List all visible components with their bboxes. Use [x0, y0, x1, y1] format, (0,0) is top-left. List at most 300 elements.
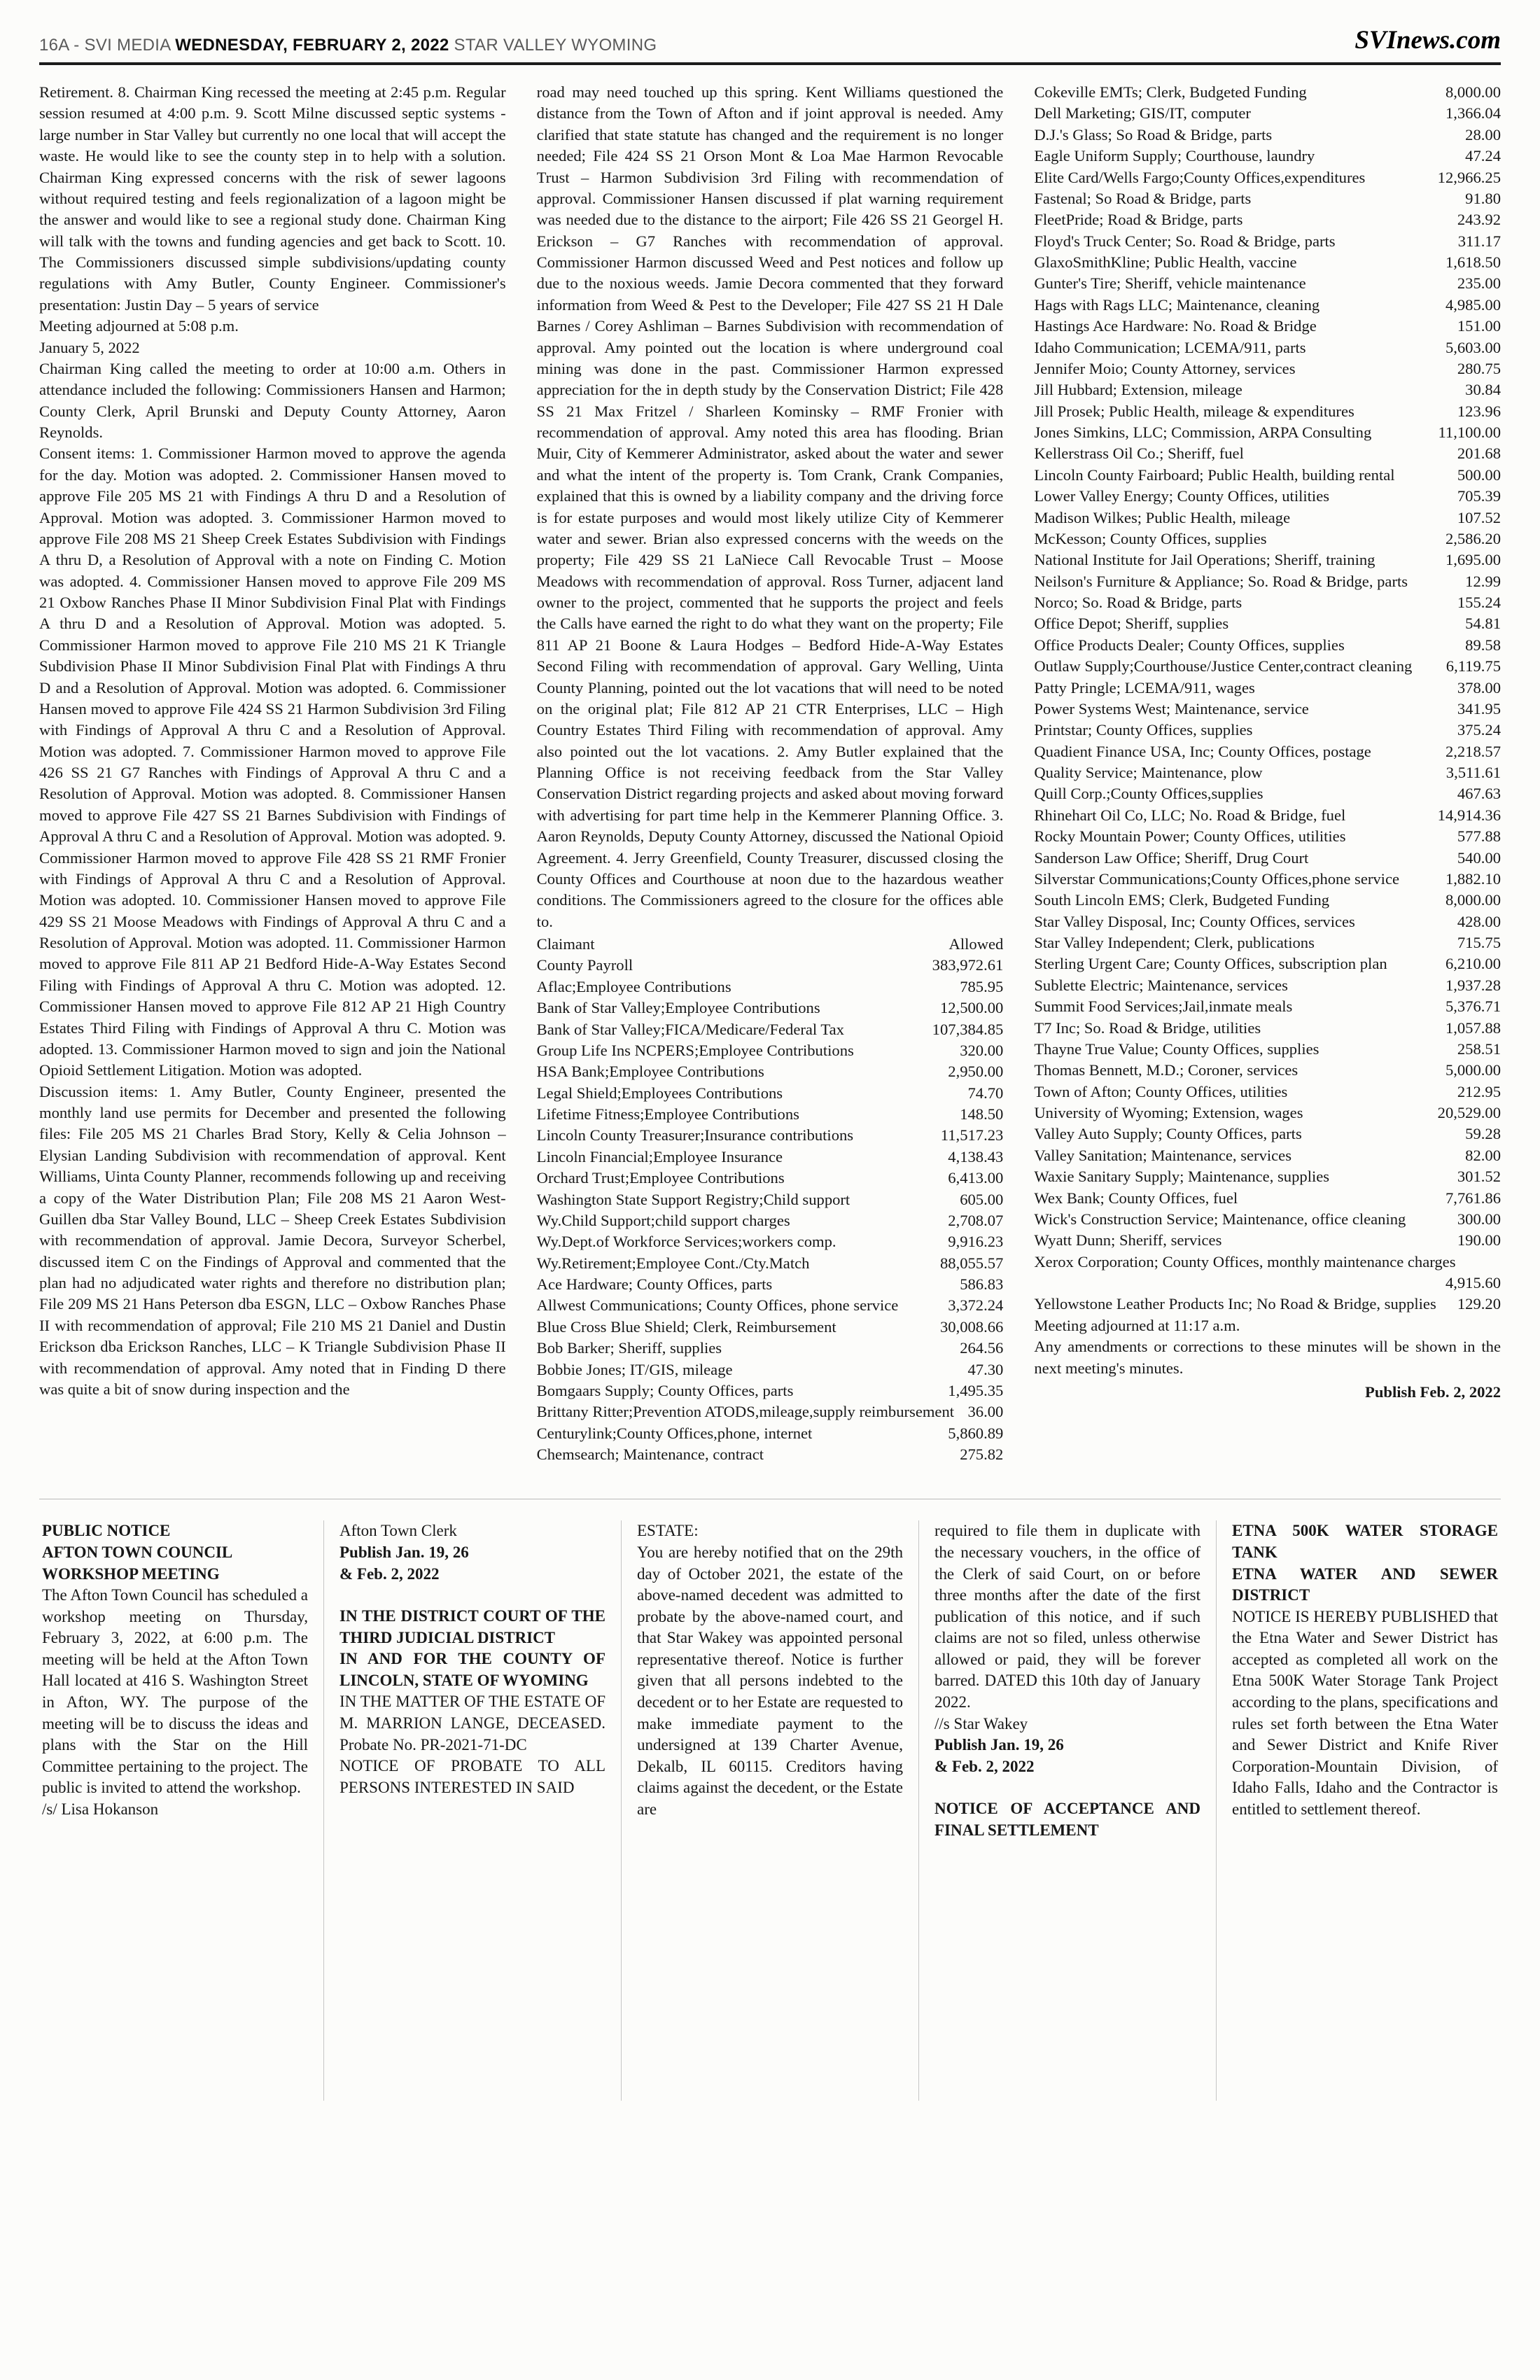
claim-row [537, 1253, 1004, 1274]
claim-name: Ace Hardware; County Offices, parts [536, 1275, 773, 1293]
claim-name: National Institute for Jail Operations; Sheriff, training [1034, 551, 1376, 569]
claim-name: University of Wyoming; Extension, wages [1034, 1104, 1303, 1121]
claim-name: Brittany Ritter;Prevention ATODS,mileage,supply reimbursement [536, 1403, 955, 1421]
claim-name: Lincoln County Treasurer;Insurance contributions [536, 1126, 854, 1144]
minutes-paragraph: Consent items: 1. Commissioner Harmon moved to approve the agenda for the day. Motion was adopted. 2. Commissioner Hansen moved to approve File 205 MS 21 with Findings A thru D and a Resolution of Approval. Motion was adopted. 3. Commissioner Harmon moved to approve File 208 MS 21 Sheep Creek Estates Subdivision with Findings A thru D, a Resolution of Approval with a note on Finding C. Motion was adopted. 4. Commissioner Hansen moved to approve File 209 MS 21 Oxbow Ranches Phase II Minor Subdivision Final Plat with Findings A thru D and a Resolution of Approval. Motion was adopted. 5. Commissioner Harmon moved to approve File 210 MS 21 K Triangle Subdivision Phase II Minor Subdivision Final Plat with Findings A thru D and a Resolution of Approval. Motion was adopted. 6. Commissioner Hansen moved to approve File 424 SS 21 Harmon Subdivision 3rd Filing with Findings of Approval A thru C and a Resolution of Approval. Motion was adopted. 7. Commissioner Harmon moved to approve File 426 SS 21 G7 Ranches with Findings of Approval A thru C and a Resolution of Approval. Motion was adopted. 8. Commissioner Hansen moved to approve File 427 SS 21 Barnes Subdivision with Findings of Approval A thru C and a Resolution of Approval. Motion was adopted. 9. Commissioner Harmon moved to approve File 428 SS 21 RMF Fronier with Findings of Approval A thru C and a Resolution of Approval. Motion was adopted. 10. Commissioner Hansen moved to approve File 429 SS 21 Moose Meadows with Findings of Approval A thru C and a Resolution of Approval. Motion was adopted. 11. Commissioner Harmon moved to approve File 811 AP 21 Bedford Hide-A-Way Estates Second Filing with Findings of Approval A thru C. Motion was adopted. 12. Commissioner Hansen moved to approve File 812 AP 21 High Country Estates Third Filing with Findings of Approval A thru C. Motion was adopted. 13. Commissioner Harmon moved to sign and join the National Opioid Settlement Litigation. Motion was adopted. [39, 444, 506, 1079]
claim-amount: 28.00 [1465, 125, 1502, 144]
notice-block: The Afton Town Council has scheduled a workshop meeting on Thursday, February 3, 2022, at 6:00 p.m. The meeting will be held at the Afton Town Hall located at 416 S. Washington Street in Afton, WY. The purpose of the meeting will be to discuss the ideas and plans with the Star on the Hill Committee pertaining to the project. The public is invited to attend the workshop. [42, 1586, 308, 1797]
notice-block: ESTATE: [637, 1522, 699, 1540]
claim-amount: 12,500.00 [939, 999, 1004, 1017]
claim-amount: 301.52 [1457, 1168, 1502, 1186]
claim-amount: 74.70 [967, 1084, 1004, 1102]
notice-block: IN AND FOR THE COUNTY OF LINCOLN, STATE OF WYOMING [340, 1650, 606, 1689]
claim-name: GlaxoSmithKline; Public Health, vaccine [1034, 253, 1297, 271]
notice-block: /s/ Lisa Hokanson [42, 1800, 159, 1818]
claim-row [1034, 953, 1501, 974]
masthead [39, 25, 1501, 62]
claim-name: Madison Wilkes; Public Health, mileage [1034, 508, 1291, 526]
claim-row [1034, 1018, 1501, 1039]
claim-amount: 5,603.00 [1445, 338, 1502, 356]
claim-name: Lower Valley Energy; County Offices, utilities [1034, 487, 1330, 505]
claim-row [1034, 613, 1501, 634]
claim-row [1034, 188, 1501, 209]
claim-amount: 6,413.00 [948, 1169, 1004, 1187]
notice-column-claims-filing [918, 1520, 1216, 2101]
claim-amount: 2,218.57 [1445, 742, 1502, 760]
claim-name: Quality Service; Maintenance, plow [1034, 764, 1263, 781]
claim-amount: 5,376.71 [1445, 997, 1502, 1016]
claims-list-2 [1034, 82, 1501, 1315]
claim-amount: 82.00 [1465, 1146, 1502, 1164]
minutes-column-3 [1034, 82, 1501, 1465]
claim-name: Wex Bank; County Offices, fuel [1034, 1189, 1238, 1207]
claim-name: Floyd's Truck Center; So. Road & Bridge, parts [1034, 232, 1336, 250]
claim-row [537, 1444, 1004, 1465]
claim-amount: 107,384.85 [932, 1020, 1004, 1038]
claim-amount: 1,618.50 [1445, 253, 1502, 271]
claim-name: Star Valley Independent; Clerk, publications [1034, 934, 1315, 951]
claim-row [1034, 592, 1501, 613]
claim-amount: 6,210.00 [1445, 955, 1502, 973]
notice-block: You are hereby notified that on the 29th day of October 2021, the estate of the above-named decedent was admitted to probate by the above-named court, and that Star Wakey was appointed personal representative thereof. Notice is further given that all persons indebted to the decedent or to her Estate are requested to make immediate payment to the undersigned at 139 Charter Avenue, Dekalb, IL 60115. Creditors having claims against the decedent, or the Estate are [637, 1543, 903, 1818]
claim-amount: 123.96 [1457, 402, 1502, 420]
notice-column-afton-workshop [39, 1520, 323, 2101]
claim-name: Wy.Dept.of Workforce Services;workers comp. [536, 1233, 836, 1251]
notice-block: & Feb. 2, 2022 [934, 1757, 1035, 1775]
notice-block: //s Star Wakey [934, 1714, 1028, 1732]
claim-amount: 151.00 [1457, 317, 1502, 335]
claim-amount: 500.00 [1457, 465, 1502, 484]
masthead-rule [39, 62, 1501, 65]
claim-name: Eagle Uniform Supply; Courthouse, laundry [1034, 147, 1315, 165]
claim-name: Quill Corp.;County Offices,supplies [1034, 785, 1264, 803]
claim-row [1034, 1039, 1501, 1060]
claim-name: County Payroll [536, 956, 634, 974]
claim-name: Xerox Corporation; County Offices, monthly maintenance charges [1034, 1252, 1456, 1270]
claim-name: Rocky Mountain Power; County Offices, utilities [1034, 827, 1346, 846]
claim-row [1034, 699, 1501, 720]
claim-name: Star Valley Disposal, Inc; County Offices, services [1034, 912, 1355, 930]
claim-name: Idaho Communication; LCEMA/911, parts [1034, 338, 1306, 356]
claim-amount: 320.00 [960, 1041, 1004, 1059]
notice-block: AFTON TOWN COUNCIL [42, 1543, 233, 1561]
claim-name: Dell Marketing; GIS/IT, computer [1034, 104, 1251, 122]
claim-amount: 243.92 [1457, 211, 1502, 229]
claim-name: Hastings Ace Hardware: No. Road & Bridge [1034, 317, 1317, 335]
claim-row [1034, 337, 1501, 358]
claim-amount: 1,937.28 [1445, 976, 1502, 994]
notice-block: NOTICE OF ACCEPTANCE AND FINAL SETTLEMENT [934, 1800, 1200, 1839]
claim-name: Bobbie Jones; IT/GIS, mileage [536, 1360, 733, 1378]
claim-name: Town of Afton; County Offices, utilities [1034, 1082, 1288, 1100]
claim-name: Wick's Construction Service; Maintenance, office cleaning [1034, 1210, 1406, 1228]
claim-name: Power Systems West; Maintenance, service [1034, 699, 1309, 718]
claim-amount: 2,708.07 [948, 1211, 1004, 1229]
claim-name: Orchard Trust;Employee Contributions [536, 1169, 785, 1187]
claim-row [537, 1083, 1004, 1104]
claim-amount: 12.99 [1465, 572, 1502, 590]
claim-name: Group Life Ins NCPERS;Employee Contributions [536, 1041, 854, 1059]
claim-name: Valley Auto Supply; County Offices, parts [1034, 1125, 1302, 1143]
claim-amount: 190.00 [1457, 1231, 1502, 1250]
claim-row [537, 1274, 1004, 1295]
claim-row [1034, 1124, 1501, 1144]
claim-row [537, 1147, 1004, 1168]
claim-name: Neilson's Furniture & Appliance; So. Road & Bridge, parts [1034, 572, 1408, 590]
claim-name: Patty Pringle; LCEMA/911, wages [1034, 678, 1255, 696]
claim-row [1034, 1102, 1501, 1124]
claim-amount: 1,057.88 [1445, 1018, 1502, 1037]
notice-column-district-court [323, 1520, 621, 2101]
region-label: STAR VALLEY WYOMING [454, 36, 657, 55]
claim-row [537, 1040, 1004, 1061]
claim-row [537, 1295, 1004, 1316]
claim-row [1034, 465, 1501, 486]
claim-row [537, 1061, 1004, 1082]
claim-row [1034, 635, 1501, 656]
minutes-section [39, 82, 1501, 1465]
claim-amount: 605.00 [960, 1190, 1004, 1208]
claim-row [537, 1359, 1004, 1380]
claim-name: Fastenal; So Road & Bridge, parts [1034, 189, 1252, 207]
claim-name: Wy.Retirement;Employee Cont./Cty.Match [536, 1254, 810, 1272]
claim-name: Chemsearch; Maintenance, contract [536, 1446, 764, 1463]
claim-name: Sterling Urgent Care; County Offices, subscription plan [1034, 955, 1387, 973]
claim-amount: 11,517.23 [940, 1126, 1004, 1144]
claim-row [1034, 741, 1501, 762]
legal-notices-section [39, 1499, 1501, 2101]
notice-column-estate [621, 1520, 918, 2101]
claim-row [1034, 1145, 1501, 1166]
claim-amount: 235.00 [1457, 274, 1502, 293]
claim-amount: 4,915.60 [1445, 1274, 1502, 1292]
minutes-column-2-text [537, 82, 1004, 932]
claim-amount: 1,495.35 [948, 1381, 1004, 1399]
claim-row [1034, 848, 1501, 869]
claim-amount: 88,055.57 [939, 1254, 1004, 1272]
publish-date-line: Publish Feb. 2, 2022 [1365, 1382, 1502, 1401]
claim-row [1034, 1294, 1501, 1315]
claim-amount: 586.83 [960, 1275, 1004, 1293]
minutes-paragraph: Chairman King called the meeting to order at 10:00 a.m. Others in attendance included the following: Commissioners Hansen and Harmon; County Clerk, April Brunski and Deputy County Attorney, Aaron Reynolds. [39, 359, 506, 441]
claim-amount: 8,000.00 [1445, 83, 1502, 101]
claim-name: Washington State Support Registry;Child support [536, 1190, 850, 1208]
claim-name: McKesson; County Offices, supplies [1034, 529, 1267, 547]
notice-block: ETNA WATER AND SEWER DISTRICT [1232, 1564, 1498, 1604]
claim-amount: 36.00 [967, 1403, 1004, 1421]
claim-amount: 30.84 [1465, 381, 1502, 399]
claim-name: Cokeville EMTs; Clerk, Budgeted Funding [1034, 83, 1307, 101]
claim-name: Bomgaars Supply; County Offices, parts [536, 1381, 794, 1399]
claim-row [1034, 1060, 1501, 1081]
claim-row [1034, 125, 1501, 146]
minutes-paragraph: Retirement. 8. Chairman King recessed the meeting at 2:45 p.m. Regular session resumed at 4:00 p.m. 9. Scott Milne discussed septic systems - large number in Star Valley but currently no one local that will accept the waste. He would like to see the county step in to help with a solution. Chairman King expressed concerns with the risk of sewer lagoons without required testing and feels regionalization of a lagoon might be the answer and would like to see a regional study done. Chairman King will talk with the towns and funding agencies and get back to Scott. 10. The Commissioners discussed simple subdivisions/updating county regulations with Amy Butler, County Engineer. Commissioner's presentation: Justin Day – 5 years of service [39, 83, 506, 314]
claim-name: Sublette Electric; Maintenance, services [1034, 976, 1288, 994]
claim-row [1034, 1209, 1501, 1230]
claim-row [1034, 720, 1501, 741]
claim-amount: 12,966.25 [1437, 168, 1502, 186]
claim-row [1034, 1252, 1501, 1294]
claim-name: Thomas Bennett, M.D.; Coroner, services [1034, 1061, 1298, 1079]
claim-name: Wyatt Dunn; Sheriff, services [1034, 1231, 1222, 1250]
claim-name: Lincoln Financial;Employee Insurance [536, 1147, 783, 1166]
claim-amount: 3,511.61 [1446, 764, 1502, 781]
claim-name: T7 Inc; So. Road & Bridge, utilities [1034, 1018, 1261, 1037]
claim-row [1034, 911, 1501, 932]
notice-block: NOTICE IS HEREBY PUBLISHED that the Etna Water and Sewer District has accepted as completed all work on the Etna 500K Water Storage Tank Project according to the plans, specifications and rules set forth between the Etna Water and Sewer District and Knife River Corporation-Mountain Division, of Idaho Falls, Idaho and the Contractor is entitled to settlement thereof. [1232, 1607, 1498, 1818]
claim-amount: 375.24 [1457, 721, 1502, 739]
notice-block: IN THE MATTER OF THE ESTATE OF M. MARRION LANGE, DECEASED. Probate No. PR-2021-71-DC [340, 1693, 606, 1754]
claims-header-claimant: Claimant [536, 935, 595, 953]
claim-row [1034, 1188, 1501, 1209]
claim-name: Quadient Finance USA, Inc; County Offices, postage [1034, 742, 1371, 760]
claim-row [537, 976, 1004, 997]
claim-amount: 201.68 [1457, 444, 1502, 463]
claim-name: Office Products Dealer; County Offices, supplies [1034, 636, 1345, 654]
claim-row [537, 997, 1004, 1018]
claim-amount: 577.88 [1457, 827, 1502, 846]
claim-row [1034, 167, 1501, 188]
minutes-note: Meeting adjourned at 11:17 a.m. [1034, 1316, 1240, 1334]
claim-row [1034, 273, 1501, 294]
minutes-column-2 [537, 82, 1004, 1465]
claim-row [1034, 401, 1501, 422]
claim-name: Silverstar Communications;County Offices,phone service [1034, 869, 1399, 888]
claims-list-1 [537, 955, 1004, 1465]
claim-name: Hags with Rags LLC; Maintenance, cleaning [1034, 295, 1320, 314]
claim-row [1034, 762, 1501, 783]
claim-amount: 47.24 [1465, 147, 1502, 165]
claim-amount: 378.00 [1457, 678, 1502, 696]
claim-name: Valley Sanitation; Maintenance, services [1034, 1146, 1292, 1164]
minutes-paragraph: January 5, 2022 [39, 338, 140, 356]
notice-block: IN THE DISTRICT COURT OF THE THIRD JUDICIAL DISTRICT [340, 1607, 606, 1646]
claim-name: Jill Prosek; Public Health, mileage & expenditures [1034, 402, 1354, 420]
claim-name: Aflac;Employee Contributions [536, 977, 732, 995]
claim-row [1034, 358, 1501, 379]
claim-name: Bank of Star Valley;FICA/Medicare/Federal Tax [536, 1020, 844, 1038]
claim-name: South Lincoln EMS; Clerk, Budgeted Funding [1034, 891, 1330, 909]
claim-amount: 212.95 [1457, 1082, 1502, 1100]
claim-amount: 91.80 [1465, 189, 1502, 207]
claim-row [1034, 975, 1501, 996]
claim-amount: 30,008.66 [939, 1317, 1004, 1336]
claim-amount: 3,372.24 [948, 1296, 1004, 1315]
claim-row [1034, 316, 1501, 337]
claim-row [1034, 550, 1501, 570]
notice-block: Publish Jan. 19, 26 [934, 1736, 1064, 1754]
minutes-closing-notes [1034, 1315, 1501, 1379]
claim-row [537, 1168, 1004, 1189]
claim-name: Allwest Communications; County Offices, phone service [536, 1296, 899, 1315]
claim-amount: 705.39 [1457, 487, 1502, 505]
minutes-column-1 [39, 82, 506, 1465]
claim-row [537, 1019, 1004, 1040]
claim-name: Yellowstone Leather Products Inc; No Road & Bridge, supplies [1034, 1295, 1436, 1313]
claim-amount: 4,138.43 [948, 1147, 1004, 1166]
claim-amount: 341.95 [1457, 699, 1502, 718]
claim-name: Bob Barker; Sheriff, supplies [536, 1339, 722, 1357]
claim-row [537, 1380, 1004, 1401]
notice-block: PUBLIC NOTICE [42, 1522, 171, 1540]
claim-amount: 155.24 [1457, 594, 1502, 611]
claim-name: Lifetime Fitness;Employee Contributions [536, 1105, 799, 1123]
claim-row [537, 1423, 1004, 1444]
claim-amount: 4,985.00 [1445, 295, 1502, 314]
claim-amount: 1,695.00 [1445, 551, 1502, 569]
claim-row [1034, 890, 1501, 911]
minutes-note: Any amendments or corrections to these minutes will be shown in the next meeting's minutes. [1034, 1338, 1502, 1377]
claim-row [1034, 996, 1501, 1017]
claim-amount: 59.28 [1465, 1125, 1502, 1143]
notice-block: required to file them in duplicate with the necessary vouchers, in the office of the Clerk of said Court, on or before three months after the date of the first publication of this notice, and if such claims are not so filed, unless otherwise allowed or paid, they will be forever barred. DATED this 10th day of January 2022. [934, 1522, 1200, 1711]
claim-name: Outlaw Supply;Courthouse/Justice Center,contract cleaning [1034, 657, 1413, 676]
claim-name: D.J.'s Glass; So Road & Bridge, parts [1034, 125, 1273, 144]
claim-amount: 107.52 [1457, 508, 1502, 526]
claim-amount: 383,972.61 [932, 956, 1004, 974]
claim-amount: 47.30 [967, 1360, 1004, 1378]
page-number-label: 16A - SVI MEDIA [39, 36, 171, 55]
claim-row [537, 1125, 1004, 1146]
claim-name: Gunter's Tire; Sheriff, vehicle maintenance [1034, 274, 1306, 293]
claim-amount: 54.81 [1465, 615, 1502, 633]
claim-name: FleetPride; Road & Bridge, parts [1034, 211, 1243, 229]
notice-block: Afton Town Clerk [340, 1522, 457, 1540]
claim-row [1034, 209, 1501, 230]
claim-row [537, 1231, 1004, 1252]
notice-column-etna-water [1216, 1520, 1501, 2101]
claim-row [1034, 783, 1501, 804]
masthead-left [39, 36, 657, 55]
notice-block: ETNA 500K WATER STORAGE TANK [1232, 1522, 1498, 1561]
claim-row [537, 1401, 1004, 1422]
notice-block: & Feb. 2, 2022 [340, 1564, 440, 1583]
claim-amount: 11,100.00 [1438, 424, 1502, 441]
claim-row [1034, 295, 1501, 316]
claim-amount: 7,761.86 [1445, 1189, 1502, 1207]
claim-row [537, 1104, 1004, 1125]
claim-row [537, 1338, 1004, 1359]
claim-name: Waxie Sanitary Supply; Maintenance, supplies [1034, 1168, 1330, 1186]
claim-row [1034, 146, 1501, 167]
claim-row [537, 1210, 1004, 1231]
claim-row [537, 1189, 1004, 1210]
claim-name: Norco; So. Road & Bridge, parts [1034, 594, 1242, 611]
claim-row [1034, 1166, 1501, 1187]
claim-amount: 258.51 [1457, 1040, 1502, 1058]
claim-amount: 1,366.04 [1445, 104, 1502, 122]
claim-amount: 2,950.00 [948, 1063, 1004, 1081]
claim-name: Legal Shield;Employees Contributions [536, 1084, 783, 1102]
claim-amount: 715.75 [1457, 934, 1502, 951]
claim-row [1034, 82, 1501, 103]
claim-amount: 8,000.00 [1445, 891, 1502, 909]
claims-table-header [537, 934, 1004, 955]
claim-amount: 785.95 [960, 977, 1004, 995]
claim-row [1034, 103, 1501, 124]
minutes-paragraph: Meeting adjourned at 5:08 p.m. [39, 317, 239, 335]
claim-name: Kellerstrass Oil Co.; Sheriff, fuel [1034, 444, 1244, 463]
claim-name: Jones Simkins, LLC; Commission, ARPA Consulting [1034, 424, 1372, 441]
claim-row [1034, 1082, 1501, 1102]
notice-block: NOTICE OF PROBATE TO ALL PERSONS INTERESTED IN SAID [340, 1757, 606, 1796]
claim-name: Lincoln County Fairboard; Public Health, building rental [1034, 465, 1395, 484]
claim-row [1034, 379, 1501, 400]
claim-name: Summit Food Services;Jail,inmate meals [1034, 997, 1293, 1016]
claims-header-allowed: Allowed [948, 935, 1004, 953]
claim-row [1034, 571, 1501, 592]
claim-amount: 14,914.36 [1437, 806, 1502, 824]
claim-name: Centurylink;County Offices,phone, internet [536, 1424, 813, 1442]
claim-amount: 280.75 [1457, 359, 1502, 377]
claim-row [1034, 507, 1501, 528]
claim-name: Thayne True Value; County Offices, supplies [1034, 1040, 1320, 1058]
claim-amount: 129.20 [1457, 1295, 1502, 1313]
claim-amount: 89.58 [1465, 636, 1502, 654]
notice-block: WORKSHOP MEETING [42, 1564, 220, 1583]
claim-row [1034, 826, 1501, 847]
notice-block [934, 1777, 1200, 1798]
claim-row [1034, 486, 1501, 507]
claim-amount: 300.00 [1457, 1210, 1502, 1228]
claim-name: Jill Hubbard; Extension, mileage [1034, 381, 1242, 399]
claim-row [1034, 252, 1501, 273]
issue-date: WEDNESDAY, FEBRUARY 2, 2022 [175, 36, 449, 55]
claim-row [1034, 656, 1501, 677]
claim-amount: 1,882.10 [1445, 869, 1502, 888]
claim-amount: 467.63 [1457, 785, 1502, 803]
claim-name: HSA Bank;Employee Contributions [536, 1063, 764, 1081]
claim-row [1034, 932, 1501, 953]
claim-amount: 5,860.89 [948, 1424, 1004, 1442]
claim-name: Rhinehart Oil Co, LLC; No. Road & Bridge, fuel [1034, 806, 1346, 824]
claim-name: Bank of Star Valley;Employee Contributions [536, 999, 820, 1017]
minutes-paragraph: Discussion items: 1. Amy Butler, County Engineer, presented the monthly land use permits for December and presented the following files: File 205 MS 21 Charles Brad Story, Kelly & Celia Johnson – Elysian Landing Subdivision with recommendation of approval. Kent Williams, Uinta County Planner, recommends following up and receiving a copy of the Water Distribution Plan; File 208 MS 21 Aaron West-Guillen dba Star Valley Bound, LLC – Sheep Creek Estates Subdivision with recommendation of approval. Jamie Decora, Surveyor Scherbel, discussed item C on the Findings of Approval and commented that the plan had no adjudicated water rights and therefore no distribution plan; File 209 MS 21 Hans Peterson dba ESGN, LLC – Oxbow Ranches Phase II with recommendation of approval; File 210 MS 21 Daniel and Dustin Erickson dba Erickson Ranches, LLC – K Triangle Subdivision Phase II with recommendation of approval. Amy noted that in Finding D there was quite a bit of snow during inspection and the [39, 1082, 506, 1398]
claim-row [1034, 869, 1501, 890]
claim-row [1034, 805, 1501, 826]
claim-amount: 6,119.75 [1446, 657, 1502, 676]
claim-row [1034, 1230, 1501, 1251]
claim-row [537, 955, 1004, 976]
claim-name: Jennifer Moio; County Attorney, services [1034, 359, 1296, 377]
claim-amount: 540.00 [1457, 848, 1502, 867]
minutes-paragraph: road may need touched up this spring. Kent Williams questioned the distance from the Town of Afton and if joint approval is needed. Amy clarified that state statute has changed and the requirement is no longer needed; File 424 SS 21 Orson Mont & Loa Mae Harmon Revocable Trust – Harmon Subdivision 3rd Filing with recommendation of approval. Commissioner Hansen discussed if plat warning requirement was needed due to the distance to the airport; File 426 SS 21 Georgel H. Erickson – G7 Ranches with recommendation of approval. Commissioner Harmon discussed Weed and Pest notices and follow up due to the noxious weeds. Jamie Decora commented that they forward information from Weed & Pest to the Developer; File 427 SS 21 H Dale Barnes / Corey Ashliman – Barnes Subdivision with recommendation of approval. Amy pointed out the location is where underground coal mining was done in the past. Commissioner Harmon expressed appreciation for the in depth study by the Conservation District; File 428 SS 21 Max Fritzel / Sharleen Kominsky – RMF Fronier with recommendation of approval. Amy noted this area has flooding. Brian Muir, City of Kemmerer Administrator, asked about the water and sewer and what the intent of the property is. Tom Crank, Crank Companies, explained that this is owned by a liability company and the driving force is for estate purposes and would most likely utilize City of Kemmerer water and sewer. Brian also expressed concerns with the weeds on the property; File 429 SS 21 LaNiece Call Revocable Trust – Moose Meadows with recommendation of approval. Ross Turner, adjacent land owner to the project, commented that he supports the project and feels the Calls have earned the right to do what they want on the property; File 811 AP 21 Boone & Laura Hodges – Bedford Hide-A-Way Estates Second Filing with recommendation of approval. Gary Welling, Uinta County Planning, pointed out the lot vacations that will need to be noted on the original plat; File 812 AP 21 CTR Enterprises, LLC – High Country Estates Third Filing with recommendation of approval. Amy also pointed out the lot vacations. 2. Amy Butler explained that the Planning Office is not receiving feedback from the Star Valley Conservation District regarding projects and asked about moving forward with advertising for part time help in the Kemmerer Planning Office. 3. Aaron Reynolds, Deputy County Attorney, discussed the National Opioid Agreement. 4. Jerry Greenfield, County Treasurer, discussed closing the County Offices and Courthouse at noon due to the hazardous weather conditions. The Commissioners agreed to the closure for the offices able to. [536, 83, 1004, 930]
claim-name: Blue Cross Blue Shield; Clerk, Reimbursement [536, 1317, 836, 1336]
claim-amount: 5,000.00 [1445, 1061, 1502, 1079]
claim-row [1034, 443, 1501, 464]
claim-name: Elite Card/Wells Fargo;County Offices,expenditures [1034, 168, 1366, 186]
claim-amount: 264.56 [960, 1339, 1004, 1357]
notice-block: Publish Jan. 19, 26 [340, 1543, 469, 1561]
claim-name: Printstar; County Offices, supplies [1034, 721, 1253, 739]
claim-name: Office Depot; Sheriff, supplies [1034, 615, 1229, 633]
claim-row [1034, 678, 1501, 699]
site-logo: SVInews.com [1354, 26, 1501, 55]
notice-block [340, 1585, 606, 1606]
claim-amount: 311.17 [1457, 232, 1502, 250]
claim-row [1034, 422, 1501, 443]
claim-row [1034, 528, 1501, 550]
claim-amount: 2,586.20 [1445, 529, 1502, 547]
claim-amount: 9,916.23 [948, 1233, 1004, 1251]
claim-name: Wy.Child Support;child support charges [536, 1211, 790, 1229]
claim-name: Sanderson Law Office; Sheriff, Drug Court [1034, 848, 1309, 867]
claim-amount: 20,529.00 [1437, 1104, 1502, 1121]
claim-amount: 428.00 [1457, 912, 1502, 930]
claim-row [1034, 231, 1501, 252]
claim-row [537, 1317, 1004, 1338]
claim-amount: 148.50 [960, 1105, 1004, 1123]
